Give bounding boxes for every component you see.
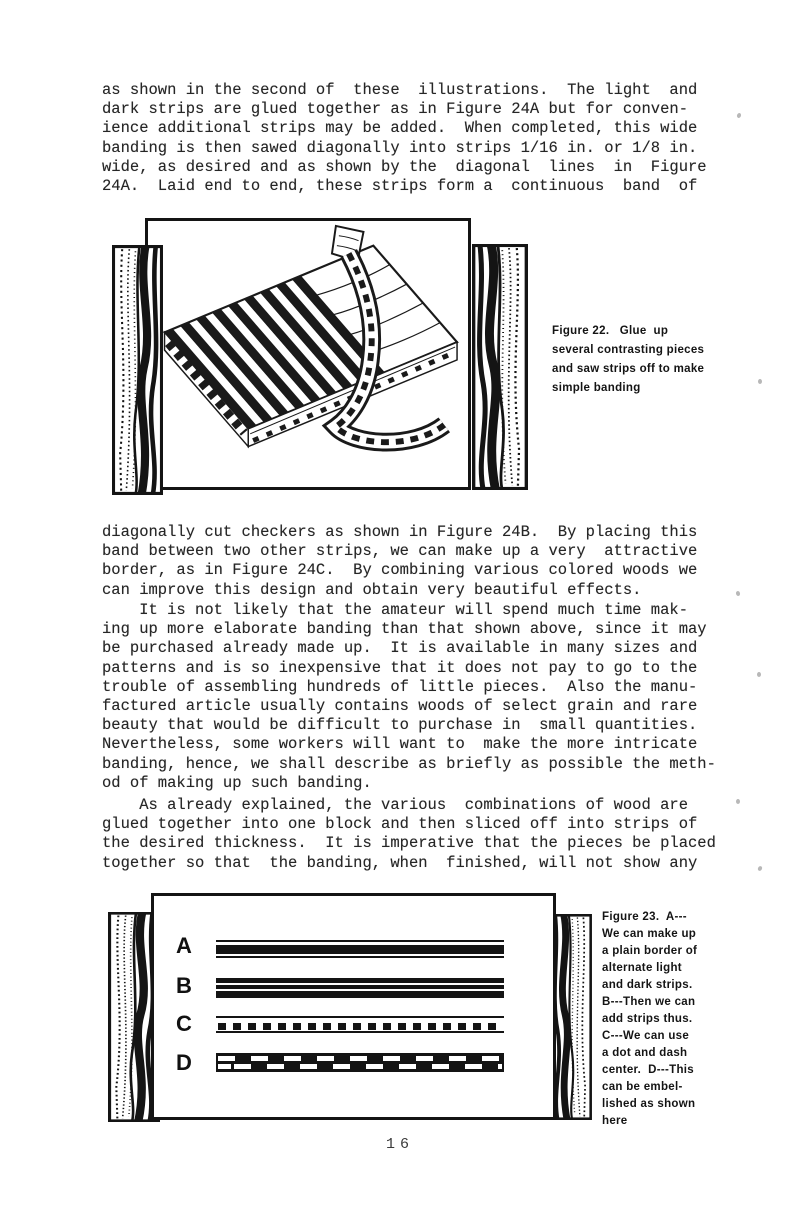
scan-speck <box>736 799 740 804</box>
banding-strip-b <box>216 978 504 998</box>
text-line: and dark strips. <box>602 979 693 991</box>
body-paragraph-1 <box>102 81 742 196</box>
figure22-caption <box>552 322 722 398</box>
text-line: diagonally cut checkers as shown in Figure 24B. By placing this <box>102 523 698 541</box>
text-line: add strips thus. <box>602 1013 693 1025</box>
text-line: Nevertheless, some workers will want to make the more intricate <box>102 735 698 754</box>
text-line: a dot and dash <box>602 1047 688 1059</box>
text-line: dark strips are glued together as in Figure 24A but for conven- <box>102 100 688 119</box>
text-line: od of making up such banding. <box>102 773 372 792</box>
body-paragraph-4 <box>102 796 742 873</box>
strip-label-d: D <box>176 1050 192 1075</box>
dash-row-top <box>218 1056 502 1061</box>
figure23-panel <box>151 893 556 1120</box>
text-line: can improve this design and obtain very beautiful effects. <box>102 580 642 599</box>
text-line: 24A. Laid end to end, these strips form a continuous band of <box>102 177 698 196</box>
strip-label-a: A <box>176 933 192 958</box>
text-line: wide, as desired and as shown by the diagonal lines in Figure <box>102 157 707 176</box>
text-line: ing up more elaborate banding than that shown above, since it may <box>102 620 707 639</box>
text-line: here <box>602 1115 628 1127</box>
text-line: as shown in the second of these illustrations. The light and <box>102 81 698 99</box>
text-line: several contrasting pieces <box>552 344 705 356</box>
strip-label-b: B <box>176 973 192 998</box>
scan-speck <box>758 379 762 384</box>
text-line: simple banding <box>552 382 641 394</box>
dash-row-bottom <box>218 1064 502 1069</box>
text-line: glued together into one block and then sliced off into strips of <box>102 815 698 834</box>
text-line: and saw strips off to make <box>552 363 705 375</box>
text-line: together so that the banding, when finished, will not show any <box>102 853 698 872</box>
wood-grain-post-right-fig22 <box>472 244 528 490</box>
text-line: lished as shown <box>602 1098 696 1110</box>
scan-speck <box>757 865 763 871</box>
text-line: the desired thickness. It is imperative that the pieces be placed <box>102 834 716 853</box>
text-line: trouble of assembling hundreds of little pieces. Also the manu- <box>102 677 698 696</box>
text-line: alternate light <box>602 962 682 974</box>
text-line: band between two other strips, we can make up a very attractive <box>102 542 698 561</box>
strip-label-c: C <box>176 1011 192 1036</box>
banding-strip-c <box>216 1016 504 1033</box>
banding-strip-d <box>216 1053 504 1072</box>
text-line: center. D---This <box>602 1064 695 1076</box>
text-line: C---We can use <box>602 1030 690 1042</box>
page-number: 16 <box>385 1136 414 1153</box>
text-line: Figure 22. Glue up <box>552 325 669 337</box>
figure23-caption <box>602 909 727 1130</box>
banding-strip-a <box>216 940 504 958</box>
body-paragraph-2 <box>102 523 742 600</box>
text-line: patterns and is so inexpensive that it does not pay to go to the <box>102 658 698 677</box>
scan-speck <box>757 672 761 677</box>
text-line: We can make up <box>602 928 697 940</box>
text-line: Figure 23. A--- <box>602 911 687 923</box>
text-line: It is not likely that the amateur will spend much time mak- <box>102 601 688 619</box>
text-line: be purchased already made up. It is available in many sizes and <box>102 639 698 658</box>
text-line: can be embel- <box>602 1081 683 1093</box>
figure22-illustration <box>126 222 468 484</box>
text-line: banding is then sawed diagonally into strips 1/16 in. or 1/8 in. <box>102 138 698 157</box>
text-line: ience additional strips may be added. When completed, this wide <box>102 119 698 138</box>
text-line: B---Then we can <box>602 996 696 1008</box>
text-line: As already explained, the various combinations of wood are <box>102 796 688 814</box>
dot-dash-center <box>218 1023 502 1030</box>
text-line: banding, hence, we shall describe as briefly as possible the meth- <box>102 754 716 773</box>
text-line: beauty that would be difficult to purchase in small quantities. <box>102 716 698 735</box>
wood-grain-post-left-fig22 <box>112 245 163 495</box>
text-line: border, as in Figure 24C. By combining various colored woods we <box>102 561 698 580</box>
text-line: factured article usually contains woods of select grain and rare <box>102 697 698 716</box>
text-line: a plain border of <box>602 945 698 957</box>
body-paragraph-3 <box>102 601 742 793</box>
